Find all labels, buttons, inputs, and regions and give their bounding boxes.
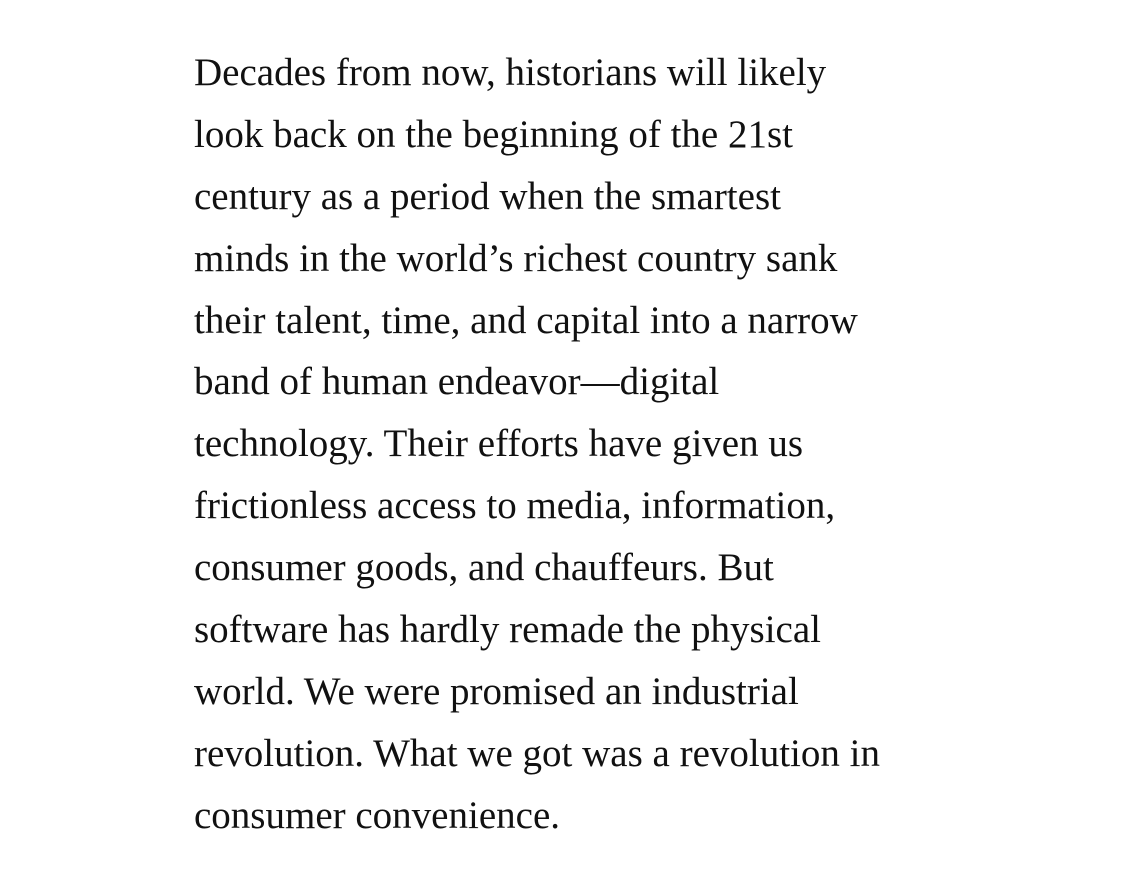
text-line: consumer goods, and chauffeurs. But: [194, 546, 774, 590]
text-line: band of human endeavor—digital: [194, 360, 720, 404]
text-line: Decades from now, historians will likely: [194, 51, 827, 94]
text-line: century as a period when the smartest: [194, 174, 781, 218]
text-line: revolution. What we got was a revolution in: [194, 731, 880, 775]
text-line: look back on the beginning of the 21st: [194, 112, 793, 156]
text-line: software has hardly remade the physical: [194, 608, 822, 652]
text-line: frictionless access to media, information,: [194, 484, 836, 528]
text-line: their talent, time, and capital into a narrow: [194, 298, 858, 342]
text-passage: [194, 42, 1054, 847]
text-line: technology. Their efforts have given us: [194, 422, 804, 466]
text-line: minds in the world’s richest country sank: [194, 236, 838, 280]
text-line: world. We were promised an industrial: [194, 669, 799, 713]
text-line: consumer convenience.: [194, 793, 561, 837]
